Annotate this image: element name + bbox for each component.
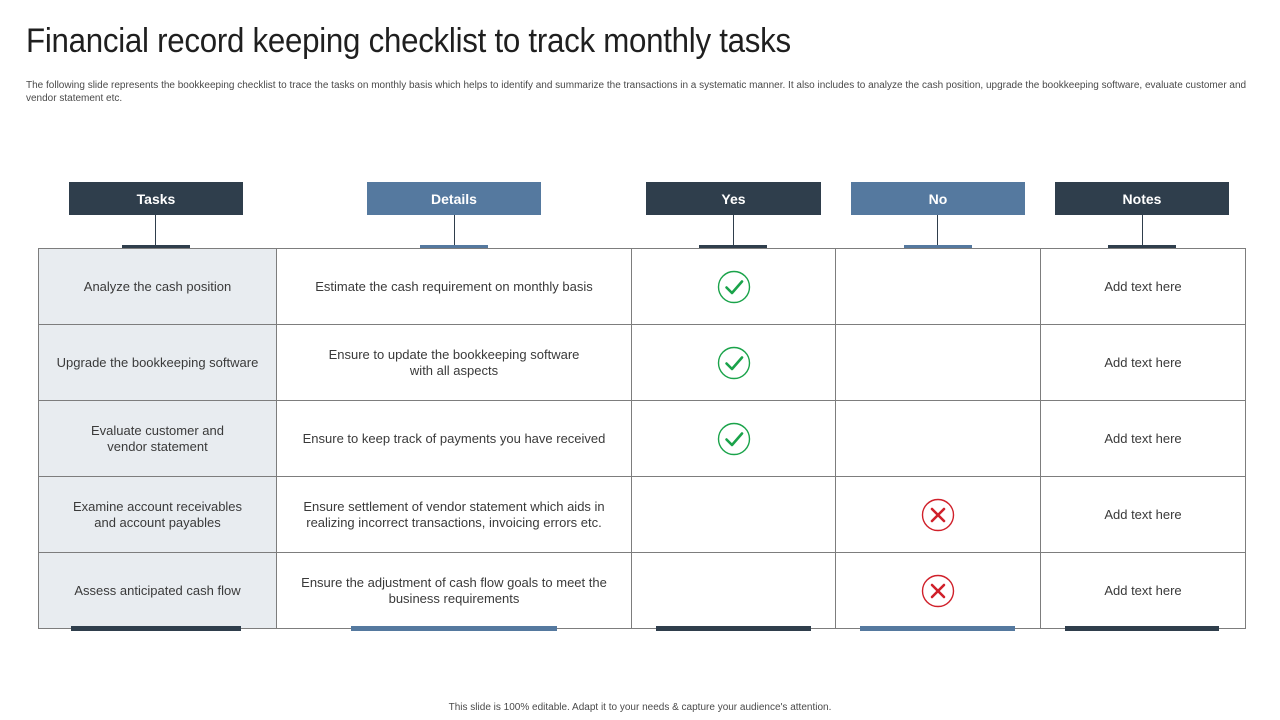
task-cell: Analyze the cash position <box>39 249 277 325</box>
yes-cell <box>632 477 836 553</box>
no-cell <box>836 249 1041 325</box>
header-tasks <box>69 182 243 215</box>
header-connector <box>1142 215 1143 246</box>
yes-cell <box>632 249 836 325</box>
yes-cell <box>632 553 836 629</box>
notes-cell[interactable]: Add text here <box>1041 401 1246 477</box>
check-circle-icon <box>717 354 751 369</box>
header-details-label: Details <box>431 190 477 207</box>
header-connector <box>937 215 938 246</box>
bottom-accent-bar <box>1065 626 1219 631</box>
bottom-accent-bar <box>860 626 1015 631</box>
table-row <box>39 477 1246 553</box>
header-yes <box>646 182 821 215</box>
page-title: Financial record keeping checklist to track monthly tasks <box>26 22 791 60</box>
bottom-accent-bar <box>351 626 557 631</box>
details-cell: Estimate the cash requirement on monthly basis <box>277 249 632 325</box>
bottom-accent-bar <box>656 626 811 631</box>
header-no-label: No <box>928 190 948 207</box>
table-row <box>39 401 1246 477</box>
details-cell: Ensure to keep track of payments you have received <box>277 401 632 477</box>
yes-cell <box>632 401 836 477</box>
task-cell: Evaluate customer and vendor statement <box>39 401 277 477</box>
details-cell: Ensure the adjustment of cash flow goals to meet the business requirements <box>277 553 632 629</box>
table-row <box>39 553 1246 629</box>
x-circle-icon <box>921 582 955 597</box>
check-circle-icon <box>717 430 751 445</box>
bottom-accent-bar <box>71 626 241 631</box>
checklist-table <box>38 248 1246 629</box>
header-connector <box>454 215 455 246</box>
x-circle-icon <box>921 506 955 521</box>
check-circle-icon <box>717 278 751 293</box>
notes-cell[interactable]: Add text here <box>1041 477 1246 553</box>
page-subtitle: The following slide represents the bookkeeping checklist to trace the tasks on monthly basis which helps to identify and summarize the transactions in a systematic manner. It also includes to analyze the cash position, upgrade the bookkeeping software, evaluate customer and vendor statement etc. <box>26 80 1247 104</box>
notes-cell[interactable]: Add text here <box>1041 325 1246 401</box>
task-cell: Examine account receivables and account payables <box>39 477 277 553</box>
header-notes <box>1055 182 1229 215</box>
task-cell: Assess anticipated cash flow <box>39 553 277 629</box>
notes-cell[interactable]: Add text here <box>1041 553 1246 629</box>
table-row <box>39 249 1246 325</box>
no-cell <box>836 401 1041 477</box>
no-cell <box>836 325 1041 401</box>
no-cell <box>836 553 1041 629</box>
task-cell: Upgrade the bookkeeping software <box>39 325 277 401</box>
header-tasks-label: Tasks <box>136 190 176 207</box>
header-connector <box>155 215 156 246</box>
header-notes-label: Notes <box>1122 190 1162 207</box>
footer-note: This slide is 100% editable. Adapt it to your needs & capture your audience's attention. <box>448 702 832 713</box>
header-yes-label: Yes <box>721 190 746 207</box>
table-row <box>39 325 1246 401</box>
header-connector <box>733 215 734 246</box>
details-cell: Ensure to update the bookkeeping software with all aspects <box>277 325 632 401</box>
no-cell <box>836 477 1041 553</box>
header-details <box>367 182 541 215</box>
header-no <box>851 182 1025 215</box>
yes-cell <box>632 325 836 401</box>
details-cell: Ensure settlement of vendor statement which aids in realizing incorrect transactions, invoicing errors etc. <box>277 477 632 553</box>
notes-cell[interactable]: Add text here <box>1041 249 1246 325</box>
